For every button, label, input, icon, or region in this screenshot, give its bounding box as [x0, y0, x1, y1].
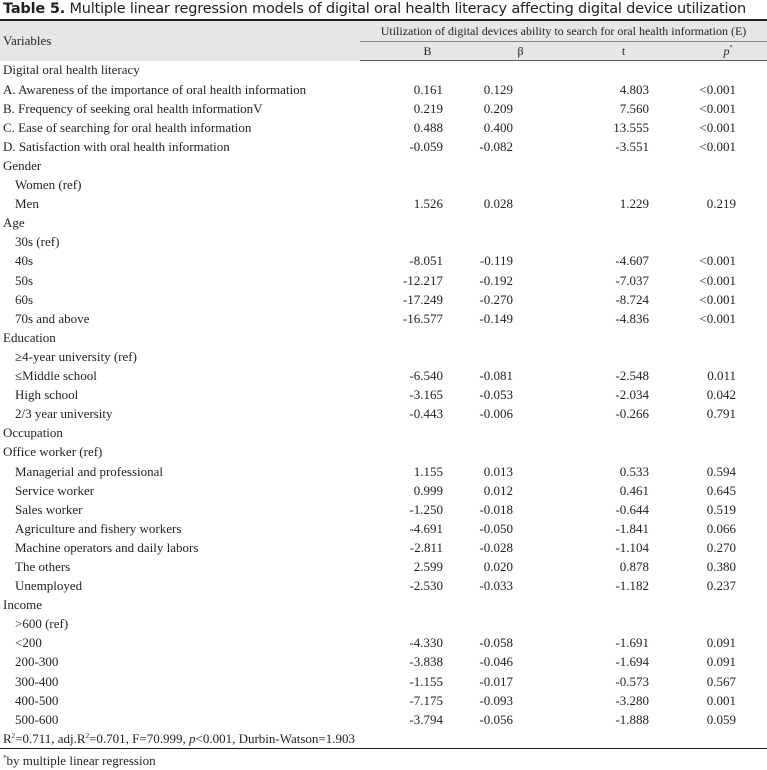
row-label: The others	[15, 558, 71, 574]
cell-t: 4.803	[619, 81, 649, 97]
cell-t	[546, 61, 649, 81]
cell-beta: -0.050	[479, 520, 513, 536]
row-label: 300-400	[15, 673, 59, 689]
cell-b: -0.443	[409, 406, 443, 422]
row-label: 50s	[15, 272, 34, 288]
col-p-header: p*	[649, 42, 767, 61]
cell-t: -1.841	[615, 520, 649, 536]
cell-b: -6.540	[409, 368, 443, 384]
row-label: Machine operators and daily labors	[15, 539, 199, 555]
row-label: Occupation	[3, 425, 63, 441]
cell-beta: -0.046	[479, 654, 513, 670]
cell-t	[546, 347, 649, 366]
cell-b	[360, 233, 443, 252]
cell-t	[546, 615, 649, 634]
cell-p: <0.001	[699, 100, 736, 116]
cell-beta: -0.058	[479, 635, 513, 651]
table-row	[0, 118, 767, 137]
table-row	[0, 347, 767, 366]
cell-beta	[443, 347, 546, 366]
cell-beta: -0.006	[479, 406, 513, 422]
cell-p	[649, 176, 767, 195]
cell-b	[360, 443, 443, 462]
cell-p: 0.001	[706, 692, 736, 708]
cell-t: -3.551	[615, 138, 649, 154]
cell-beta: -0.018	[479, 501, 513, 517]
cell-p	[649, 443, 767, 462]
row-label: Managerial and professional	[15, 463, 164, 479]
cell-p: <0.001	[699, 272, 736, 288]
cell-beta: -0.192	[479, 272, 513, 288]
row-label: Unemployed	[15, 578, 83, 594]
cell-p: 0.237	[706, 578, 736, 594]
table-row	[0, 710, 767, 729]
cell-beta: 0.013	[483, 463, 513, 479]
cell-p: 0.380	[706, 558, 736, 574]
table-row	[0, 519, 767, 538]
table-row	[0, 386, 767, 405]
table-row	[0, 405, 767, 424]
cell-b: -1.155	[409, 673, 443, 689]
cell-b: -4.330	[409, 635, 443, 651]
row-label: <200	[15, 635, 42, 651]
row-label: >600 (ref)	[15, 616, 69, 632]
cell-t: -0.644	[615, 501, 649, 517]
cell-p: 0.059	[706, 711, 736, 727]
table-row	[0, 309, 767, 328]
cell-beta: -0.149	[479, 310, 513, 326]
cell-t: -1.888	[615, 711, 649, 727]
cell-beta: -0.270	[479, 291, 513, 307]
cell-b: -12.217	[402, 272, 443, 288]
cell-p: 0.042	[706, 387, 736, 403]
cell-t	[546, 156, 649, 175]
cell-b	[360, 596, 443, 615]
cell-t	[546, 596, 649, 615]
cell-p: 0.011	[707, 368, 736, 384]
table-row	[0, 443, 767, 462]
row-label: 2/3 year university	[15, 406, 113, 422]
cell-beta: -0.093	[479, 692, 513, 708]
cell-t: 1.229	[619, 196, 649, 212]
row-label: D. Satisfaction with oral health information	[3, 138, 230, 154]
table-row	[0, 481, 767, 500]
cell-b: -7.175	[409, 692, 443, 708]
table-row	[0, 195, 767, 214]
cell-b: 1.526	[413, 196, 443, 212]
cell-t: 13.555	[613, 119, 649, 135]
table-row	[0, 538, 767, 557]
cell-beta: -0.056	[479, 711, 513, 727]
cell-beta: -0.017	[479, 673, 513, 689]
cell-b	[360, 176, 443, 195]
cell-t	[546, 443, 649, 462]
table-body	[0, 61, 767, 730]
cell-b: -2.811	[409, 539, 443, 555]
cell-t: -1.104	[615, 539, 649, 555]
col-b-header: B	[360, 42, 443, 61]
cell-p: 0.091	[706, 635, 736, 651]
table-row	[0, 176, 767, 195]
table-title: Multiple linear regression models of digital oral health literacy affecting digital device utilization	[69, 1, 746, 17]
cell-beta	[443, 156, 546, 175]
cell-p	[649, 233, 767, 252]
row-label: 500-600	[15, 711, 59, 727]
cell-p: <0.001	[699, 138, 736, 154]
row-label: ≤Middle school	[15, 368, 97, 384]
cell-b: -1.250	[409, 501, 443, 517]
table-row	[0, 596, 767, 615]
table-row	[0, 80, 767, 99]
cell-b: 1.155	[413, 463, 443, 479]
row-label: High school	[15, 387, 79, 403]
cell-b: -3.165	[409, 387, 443, 403]
col-beta-header: β	[443, 42, 546, 61]
cell-t: -1.182	[615, 578, 649, 594]
cell-beta: 0.020	[483, 558, 513, 574]
cell-beta	[443, 176, 546, 195]
cell-beta: 0.209	[483, 100, 513, 116]
cell-p	[649, 214, 767, 233]
cell-p: 0.091	[706, 654, 736, 670]
cell-p: <0.001	[699, 291, 736, 307]
regression-table	[0, 19, 767, 749]
row-label: 200-300	[15, 654, 59, 670]
cell-beta: 0.012	[483, 482, 513, 498]
group-header: Utilization of digital devices ability to search for oral health information (E)	[360, 20, 767, 42]
table-row	[0, 653, 767, 672]
row-label: 30s (ref)	[15, 234, 60, 250]
table-row	[0, 577, 767, 596]
table-row	[0, 691, 767, 710]
cell-b: -2.530	[409, 578, 443, 594]
cell-p: 0.519	[706, 501, 736, 517]
cell-beta	[443, 443, 546, 462]
cell-t: -1.691	[615, 635, 649, 651]
cell-beta: 0.028	[483, 196, 513, 212]
cell-b	[360, 424, 443, 443]
cell-beta: -0.081	[479, 368, 513, 384]
row-label: 40s	[15, 253, 34, 269]
table-row	[0, 137, 767, 156]
cell-p: 0.594	[706, 463, 736, 479]
cell-p: <0.001	[699, 253, 736, 269]
variables-header: Variables	[0, 20, 360, 61]
cell-p	[649, 424, 767, 443]
cell-b: 0.161	[413, 81, 443, 97]
cell-t: -0.573	[615, 673, 649, 689]
cell-beta	[443, 615, 546, 634]
cell-t: -4.607	[615, 253, 649, 269]
table-row	[0, 214, 767, 233]
table-row	[0, 99, 767, 118]
model-fit-stats: $R^2=0.711$, $adj.R^2=0.701$, F=70.999, p<0.001, Durbin-Watson=1.903	[0, 729, 767, 749]
table-row	[0, 233, 767, 252]
table-row	[0, 424, 767, 443]
table-caption	[0, 0, 767, 19]
cell-beta	[443, 596, 546, 615]
col-t-header: t	[546, 42, 649, 61]
row-label: ≥4-year university (ref)	[15, 348, 137, 364]
cell-b: 0.488	[413, 119, 443, 135]
cell-p: 0.567	[706, 673, 736, 689]
table-label: Table 5.	[3, 1, 66, 17]
row-label: Income	[3, 597, 42, 613]
cell-beta: 0.400	[483, 119, 513, 135]
cell-t: -2.034	[615, 387, 649, 403]
cell-b	[360, 328, 443, 347]
row-label: Sales worker	[15, 501, 83, 517]
row-label: Men	[15, 196, 39, 212]
cell-p: 0.219	[706, 196, 736, 212]
cell-t: -0.266	[615, 406, 649, 422]
row-label: Agriculture and fishery workers	[15, 520, 182, 536]
cell-p	[649, 347, 767, 366]
cell-b	[360, 347, 443, 366]
row-label: Age	[3, 215, 25, 231]
table-row	[0, 156, 767, 175]
cell-t	[546, 328, 649, 347]
cell-b: -0.059	[409, 138, 443, 154]
cell-p	[649, 596, 767, 615]
cell-t: -1.694	[615, 654, 649, 670]
cell-beta	[443, 424, 546, 443]
table-row	[0, 615, 767, 634]
table-row	[0, 271, 767, 290]
row-label: 70s and above	[15, 310, 90, 326]
table-row	[0, 328, 767, 347]
cell-p: <0.001	[699, 119, 736, 135]
cell-p	[649, 156, 767, 175]
cell-b	[360, 156, 443, 175]
cell-beta: -0.028	[479, 539, 513, 555]
cell-b: -4.691	[409, 520, 443, 536]
table-row	[0, 500, 767, 519]
table-footnote: *by multiple linear regression	[3, 753, 156, 769]
row-label: Digital oral health literacy	[3, 62, 140, 78]
cell-p	[649, 328, 767, 347]
cell-t	[546, 424, 649, 443]
cell-beta: -0.033	[479, 578, 513, 594]
cell-t	[546, 214, 649, 233]
cell-t: 7.560	[619, 100, 649, 116]
row-label: Office worker (ref)	[3, 444, 103, 460]
cell-p: <0.001	[699, 81, 736, 97]
cell-beta: -0.082	[479, 138, 513, 154]
cell-p: <0.001	[699, 310, 736, 326]
model-fit-row	[0, 729, 767, 749]
row-label: 60s	[15, 291, 34, 307]
cell-t	[546, 233, 649, 252]
cell-t: 0.461	[619, 482, 649, 498]
row-label: Gender	[3, 158, 42, 174]
cell-t	[546, 176, 649, 195]
cell-b: -17.249	[402, 291, 443, 307]
cell-beta: -0.053	[479, 387, 513, 403]
cell-t: -7.037	[615, 272, 649, 288]
cell-beta	[443, 233, 546, 252]
cell-p: 0.066	[706, 520, 736, 536]
row-label: 400-500	[15, 692, 59, 708]
cell-beta	[443, 61, 546, 81]
cell-b: -8.051	[409, 253, 443, 269]
row-label: A. Awareness of the importance of oral health information	[3, 81, 307, 97]
table-row	[0, 61, 767, 81]
table-row	[0, 290, 767, 309]
cell-b: -3.794	[409, 711, 443, 727]
cell-t: 0.533	[619, 463, 649, 479]
cell-p: 0.791	[706, 406, 736, 422]
cell-t: -3.280	[615, 692, 649, 708]
row-label: Service worker	[15, 482, 95, 498]
cell-t: -2.548	[615, 368, 649, 384]
cell-b: 0.219	[413, 100, 443, 116]
cell-b: 0.999	[413, 482, 443, 498]
table-row	[0, 557, 767, 576]
cell-p	[649, 61, 767, 81]
row-label: B. Frequency of seeking oral health informationV	[3, 100, 263, 116]
cell-p: 0.645	[706, 482, 736, 498]
table-row	[0, 367, 767, 386]
row-label: Women (ref)	[15, 177, 82, 193]
row-label: Education	[3, 329, 56, 345]
table-row	[0, 252, 767, 271]
cell-b: -16.577	[402, 310, 443, 326]
header-row-1	[0, 20, 767, 42]
cell-beta	[443, 328, 546, 347]
cell-beta: -0.119	[479, 253, 513, 269]
cell-t: 0.878	[619, 558, 649, 574]
cell-t: -8.724	[615, 291, 649, 307]
table-row	[0, 634, 767, 653]
table-row	[0, 672, 767, 691]
cell-b	[360, 615, 443, 634]
cell-t: -4.836	[615, 310, 649, 326]
cell-p	[649, 615, 767, 634]
cell-beta: 0.129	[483, 81, 513, 97]
cell-b	[360, 214, 443, 233]
cell-p: 0.270	[706, 539, 736, 555]
row-label: C. Ease of searching for oral health information	[3, 119, 252, 135]
cell-b: -3.838	[409, 654, 443, 670]
cell-beta	[443, 214, 546, 233]
cell-b	[360, 61, 443, 81]
table-row	[0, 462, 767, 481]
cell-b: 2.599	[413, 558, 443, 574]
